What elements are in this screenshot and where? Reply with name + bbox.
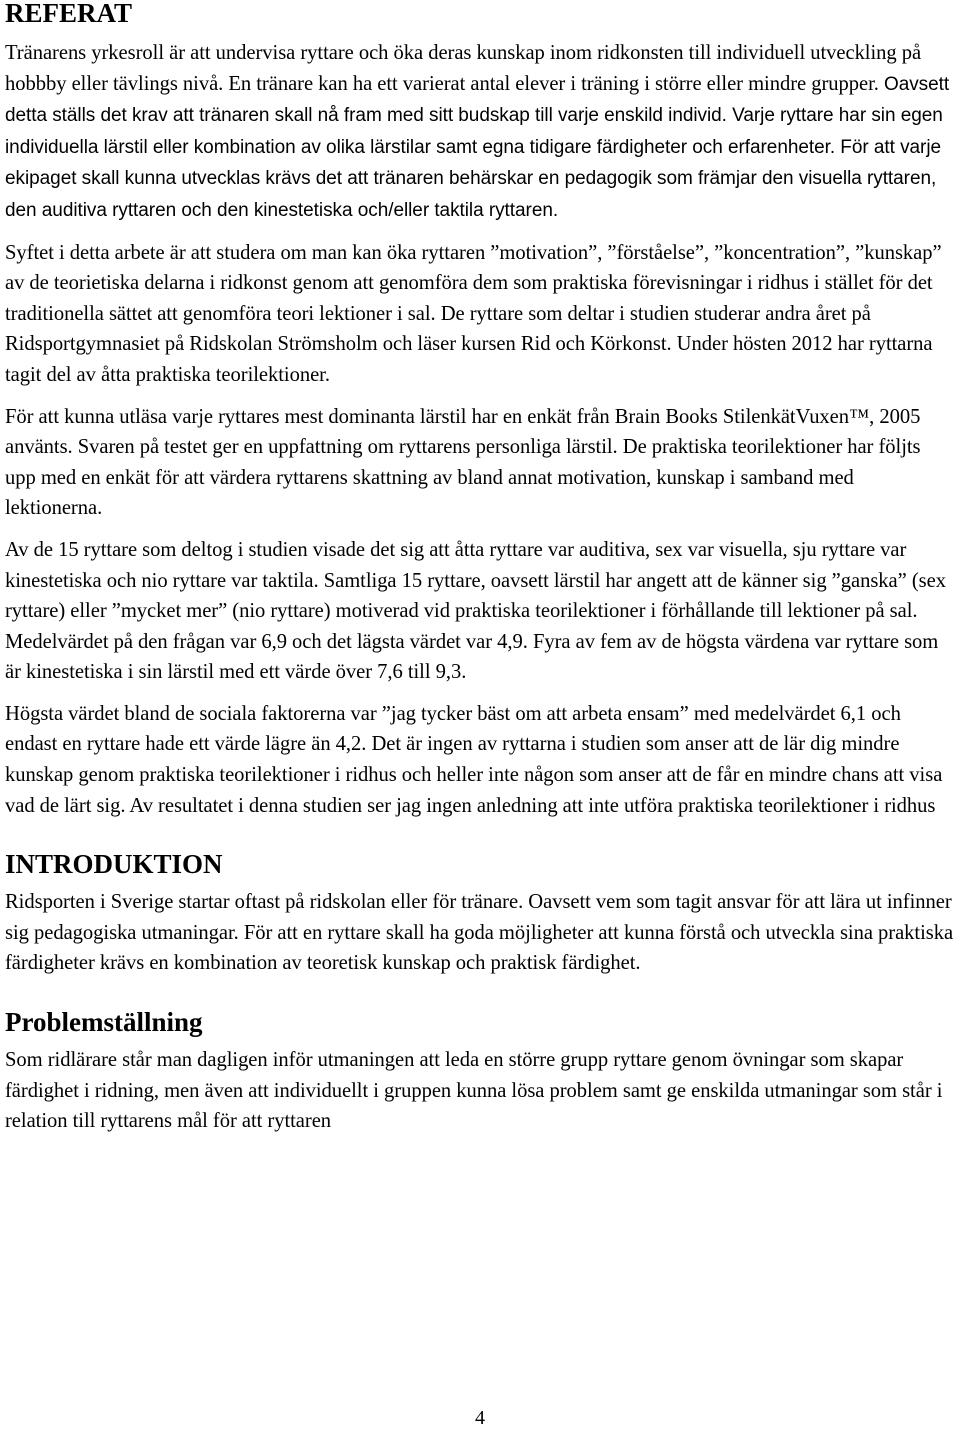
referat-paragraph-5: Högsta värdet bland de sociala faktorerna var ”jag tycker bäst om att arbeta ensam” med medelvärdet 6,1 och endast en ryttare hade ett värde lägre än 4,2. Det är ingen av ryttarna i studien som anser att de lär dig mindre kunskap genom praktiska teorilektioner i ridhus och heller inte någon som anser att de får en mindre chans att visa vad de lärt sig. Av resultatet i denna studien ser jag ingen anledning att inte utföra praktiska teorilektioner i ridhus bbox=[5, 702, 943, 817]
referat-paragraph-2: Syftet i detta arbete är att studera om man kan öka ryttaren ”motivation”, ”förståelse”, ”koncentration”, ”kunskap” av de teorietiska delarna i ridkonst genom att genomföra dem som praktiska förevisningar i ridhus i stället för det traditionella sättet att genomföra teori lektioner i sal. De ryttare som deltar i studien studerar andra året på Ridsportgymnasiet på Ridskolan Strömsholm och läser kursen Rid och Körkonst. Under hösten 2012 har ryttarna tagit del av åtta praktiska teorilektioner. bbox=[5, 241, 942, 386]
referat-paragraph-1-sans: Oavsett detta ställs det krav att tränaren skall nå fram med sitt budskap till varje enskild individ. Varje ryttare har sin egen individuella lärstil eller kombination av olika lärstilar samt egna tidigare färdigheter och erfarenheter. För att varje ekipaget skall kunna utvecklas krävs det att tränaren behärskar en pedagogik som främjar den visuella ryttaren, den auditiva ryttaren och den kinestetiska och/eller taktila ryttaren. bbox=[5, 73, 950, 221]
heading-problemstallning: Problemställning bbox=[5, 1007, 203, 1038]
referat-paragraph-3: För att kunna utläsa varje ryttares mest dominanta lärstil har en enkät från Brain Books StilenkätVuxen™, 2005 använts. Svaren på testet ger en uppfattning om ryttarens personliga lärstil. De praktiska teorilektioner har följts upp med en enkät för att värdera ryttarens skattning av bland annat motivation, kunskap i samband med lektionerna. bbox=[5, 405, 921, 520]
problem-paragraph-1: Som ridlärare står man dagligen inför utmaningen att leda en större grupp ryttare genom övningar som skapar färdighet i ridning, men även att individuellt i gruppen kunna lösa problem samt ge enskilda utmaningar som står i relation till ryttarens mål för att ryttaren bbox=[5, 1049, 943, 1133]
referat-paragraph-1 bbox=[5, 38, 955, 227]
intro-paragraph-1: Ridsporten i Sverige startar oftast på ridskolan eller för tränare. Oavsett vem som tagit ansvar för att lära ut infinner sig pedagogiska utmaningar. För att en ryttare skall ha goda möjligheter att kunna förstå och utveckla sina praktiska färdigheter krävs en kombination av teoretisk kunskap och praktisk färdighet. bbox=[5, 891, 954, 975]
heading-referat: REFERAT bbox=[5, 0, 133, 28]
referat-paragraph-4: Av de 15 ryttare som deltog i studien visade det sig att åtta ryttare var auditiva, sex var visuella, sju ryttare var kinestetiska och nio ryttare var taktila. Samtliga 15 ryttare, oavsett lärstil har angett att de känner sig ”ganska” (sex ryttare) eller ”mycket mer” (nio ryttare) motiverad vid praktiska teorilektioner i förhållande till lektioner på sal. Medelvärdet på den frågan var 6,9 och det lägsta värdet var 4,9. Fyra av fem av de högsta värdena var ryttare som är kinestetiska i sin lärstil med ett värde över 7,6 till 9,3. bbox=[5, 538, 946, 684]
document-page bbox=[5, 0, 955, 1148]
referat-paragraph-1-serif: Tränarens yrkesroll är att undervisa ryttare och öka deras kunskap inom ridkonsten till individuell utveckling på hobbby eller tävlings nivå. En tränare kan ha ett varierat antal elever i träning i större eller mindre grupper. bbox=[5, 42, 922, 95]
heading-introduktion: INTRODUKTION bbox=[5, 849, 223, 880]
page-number: 4 bbox=[475, 1407, 485, 1429]
